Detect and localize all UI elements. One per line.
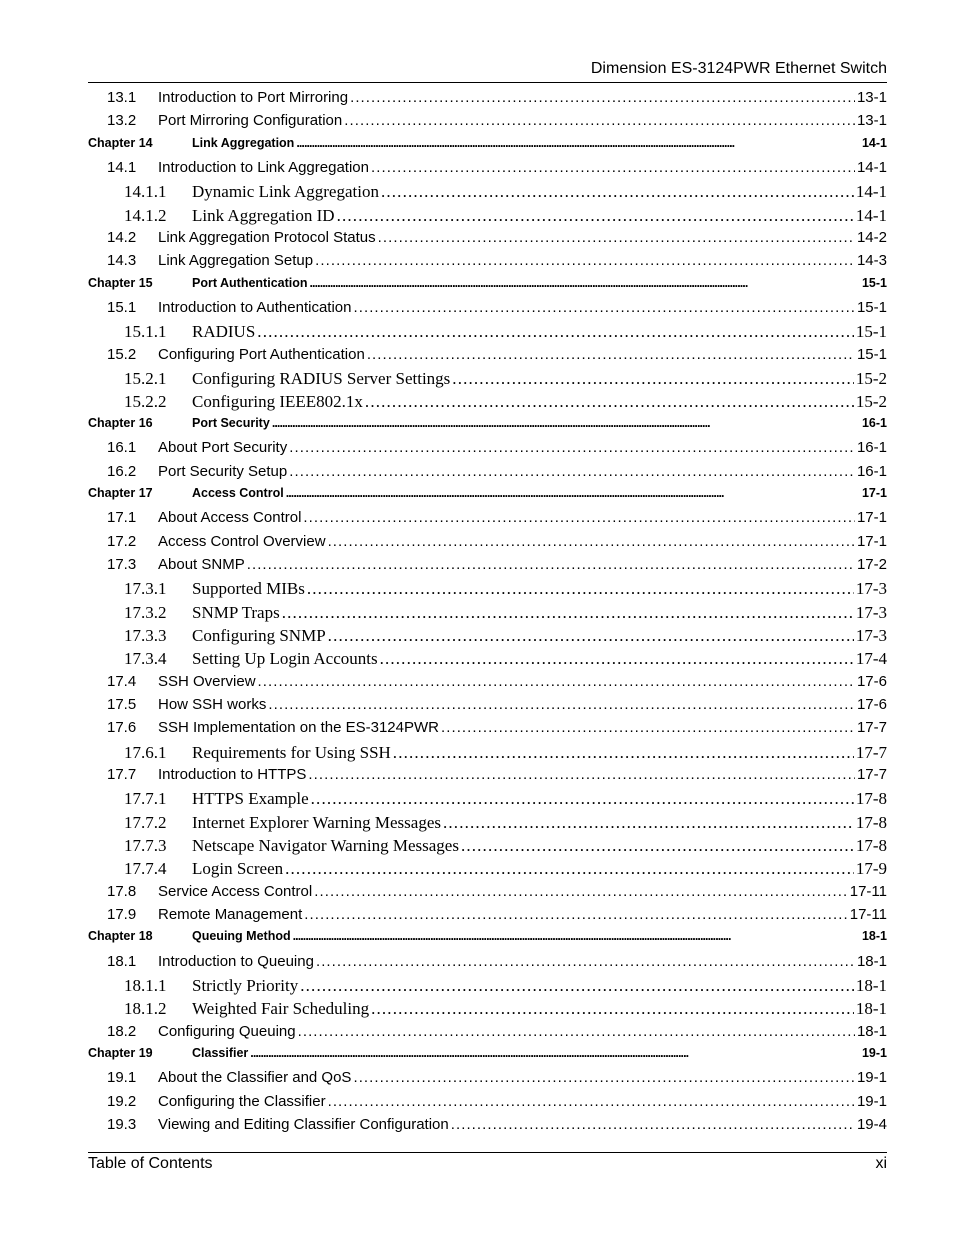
page-number: xi <box>875 1155 887 1172</box>
dot-leader <box>365 392 854 412</box>
toc-entry-number: Chapter 15 <box>88 275 153 290</box>
toc-entry-title: Access Control <box>192 485 284 500</box>
toc-entry-page: 13-1 <box>856 112 887 130</box>
toc-subsection-entry[interactable] <box>88 392 887 415</box>
toc-entry-title: Remote Management <box>158 906 303 924</box>
toc-entry-title: Classifier <box>192 1046 249 1061</box>
toc-section-entry[interactable] <box>88 1093 887 1116</box>
toc-entry-page: 17-9 <box>855 859 887 879</box>
toc-entry-page: 17-3 <box>855 602 887 622</box>
header-title: Dimension ES-3124PWR Ethernet Switch <box>590 60 887 77</box>
dot-leader <box>307 579 854 599</box>
toc-chapter-entry[interactable] <box>88 416 887 439</box>
toc-entry-page: 16-1 <box>861 415 887 430</box>
toc-entry-title: SSH Implementation on the ES-3124PWR <box>158 719 439 737</box>
toc-entry-number: Chapter 19 <box>88 1046 153 1061</box>
dot-leader <box>371 999 854 1019</box>
toc-entry-number: 19.1 <box>107 1069 137 1087</box>
toc-entry-title: Introduction to Queuing <box>158 952 314 970</box>
toc-entry-number: 15.2.2 <box>124 392 167 412</box>
toc-entry-number: 17.3.3 <box>124 625 167 645</box>
toc-entry-number: 19.3 <box>107 1116 137 1134</box>
dot-leader <box>441 719 855 736</box>
toc-chapter-entry[interactable] <box>88 1046 887 1069</box>
dot-leader <box>371 159 855 176</box>
toc-entry-title: SNMP Traps <box>192 602 280 622</box>
toc-entry-number: 18.1.2 <box>124 999 167 1019</box>
toc-entry-page: 17-4 <box>855 649 887 669</box>
toc-entry-title: Link Aggregation Setup <box>158 252 314 270</box>
toc-entry-page: 17-1 <box>856 509 887 527</box>
toc-subsection-entry[interactable] <box>88 603 887 626</box>
toc-section-entry[interactable] <box>88 89 887 112</box>
toc-entry-title: Introduction to HTTPS <box>158 765 307 783</box>
toc-section-entry[interactable] <box>88 252 887 275</box>
dot-leader <box>314 883 848 900</box>
toc-entry-page: 17-11 <box>849 882 887 900</box>
dot-leader <box>300 976 854 996</box>
toc-entry-title: About Access Control <box>158 509 302 527</box>
toc-section-entry[interactable] <box>88 439 887 462</box>
dot-leader <box>285 859 854 879</box>
toc-entry-page: 17-7 <box>856 765 887 783</box>
dot-leader <box>353 1069 855 1086</box>
toc-entry-title: Configuring SNMP <box>192 625 326 645</box>
toc-subsection-entry[interactable] <box>88 322 887 345</box>
toc-section-entry[interactable] <box>88 766 887 789</box>
toc-entry-number: 17.3 <box>107 555 137 573</box>
toc-entry-title: Login Screen <box>192 859 284 879</box>
toc-entry-page: 14-3 <box>856 252 887 270</box>
footer-section-title: Table of Contents <box>88 1155 213 1172</box>
toc-entry-number: 17.3.2 <box>124 602 167 622</box>
toc-entry-number: 14.3 <box>107 252 137 270</box>
toc-section-entry[interactable] <box>88 1069 887 1092</box>
toc-entry-number: 19.2 <box>107 1092 137 1110</box>
toc-entry-title: Port Security Setup <box>158 462 288 480</box>
dot-leader <box>304 906 847 923</box>
toc-entry-title: SSH Overview <box>158 672 256 690</box>
toc-chapter-entry[interactable] <box>88 276 887 299</box>
toc-section-entry[interactable] <box>88 533 887 556</box>
dot-leader <box>316 953 855 970</box>
toc-entry-title: Introduction to Authentication <box>158 299 352 317</box>
toc-entry-title: Requirements for Using SSH <box>192 742 391 762</box>
toc-entry-page: 14-1 <box>855 182 887 202</box>
toc-entry-title: How SSH works <box>158 695 267 713</box>
toc-entry-number: 17.6 <box>107 719 137 737</box>
toc-section-entry[interactable] <box>88 1116 887 1139</box>
toc-entry-title: Netscape Navigator Warning Messages <box>192 836 459 855</box>
toc-entry-number: 14.1 <box>107 159 137 177</box>
toc-section-entry[interactable] <box>88 1023 887 1046</box>
toc-entry-page: 16-1 <box>856 439 887 457</box>
toc-entry-number: 17.7 <box>107 765 137 783</box>
toc-entry-page: 17-1 <box>856 532 887 550</box>
toc-entry-title: Link Aggregation ID <box>192 205 335 225</box>
toc-entry-title: Service Access Control <box>158 882 313 900</box>
toc-entry-title: Configuring the Classifier <box>158 1092 326 1110</box>
dot-leader <box>303 509 855 526</box>
toc-section-entry[interactable] <box>88 556 887 579</box>
toc-entry-page: 14-1 <box>861 135 887 150</box>
dot-leader <box>328 1093 855 1110</box>
toc-subsection-entry[interactable] <box>88 579 887 602</box>
toc-section-entry[interactable] <box>88 112 887 135</box>
dot-leader <box>328 533 855 550</box>
toc-section-entry[interactable] <box>88 229 887 252</box>
toc-entry-page: 14-1 <box>855 205 887 225</box>
toc-entry-title: Configuring Port Authentication <box>158 345 365 363</box>
toc-entry-page: 17-7 <box>856 719 887 737</box>
toc-subsection-entry[interactable] <box>88 999 887 1022</box>
toc-chapter-entry[interactable] <box>88 486 887 509</box>
toc-entry-page: 13-1 <box>856 89 887 106</box>
toc-entry-title: About the Classifier and QoS <box>158 1069 352 1087</box>
toc-entry-title: RADIUS <box>192 322 256 342</box>
toc-subsection-entry[interactable] <box>88 206 887 229</box>
dot-leader <box>443 813 854 833</box>
toc-entry-number: Chapter 18 <box>88 929 153 944</box>
dot-leader <box>311 789 854 809</box>
toc-section-entry[interactable] <box>88 159 887 182</box>
toc-chapter-entry[interactable] <box>88 136 887 159</box>
toc-entry-page: 15-2 <box>855 369 887 389</box>
dot-leader <box>452 369 854 389</box>
toc-entry-number: 14.1.2 <box>124 205 167 225</box>
dot-leader <box>328 626 854 646</box>
toc-section-entry[interactable] <box>88 696 887 719</box>
toc-entry-number: 17.3.4 <box>124 649 167 669</box>
dot-leader <box>293 929 860 943</box>
toc-entry-page: 18-1 <box>855 999 887 1019</box>
table-of-contents <box>88 89 887 1139</box>
toc-entry-number: 17.6.1 <box>124 742 167 762</box>
toc-entry-page: 18-1 <box>861 929 887 944</box>
dot-leader <box>308 766 855 783</box>
toc-entry-number: Chapter 14 <box>88 135 153 150</box>
toc-entry-title: Setting Up Login Accounts <box>192 649 378 669</box>
toc-entry-page: 18-1 <box>856 952 887 970</box>
dot-leader <box>337 206 854 226</box>
toc-entry-page: 15-1 <box>856 299 887 317</box>
dot-leader <box>268 696 855 713</box>
toc-subsection-entry[interactable] <box>88 859 887 882</box>
toc-entry-page: 15-1 <box>856 345 887 363</box>
toc-entry-title: About Port Security <box>158 439 288 457</box>
toc-entry-number: 17.4 <box>107 672 137 690</box>
toc-entry-page: 19-1 <box>861 1046 887 1061</box>
dot-leader <box>298 1023 855 1040</box>
toc-entry-title: Viewing and Editing Classifier Configuration <box>158 1116 449 1134</box>
toc-subsection-entry[interactable] <box>88 813 887 836</box>
toc-subsection-entry[interactable] <box>88 626 887 649</box>
toc-entry-title: Introduction to Link Aggregation <box>158 159 369 177</box>
toc-entry-page: 15-2 <box>855 392 887 412</box>
dot-leader <box>258 673 855 690</box>
dot-leader <box>272 416 860 430</box>
dot-leader <box>286 486 860 500</box>
toc-entry-number: Chapter 17 <box>88 485 153 500</box>
toc-entry-page: 14-1 <box>856 159 887 177</box>
toc-entry-page: 17-6 <box>856 695 887 713</box>
toc-entry-page: 17-6 <box>856 672 887 690</box>
toc-entry-title: Configuring Queuing <box>158 1022 296 1040</box>
dot-leader <box>289 463 855 480</box>
toc-section-entry[interactable] <box>88 883 887 906</box>
toc-section-entry[interactable] <box>88 299 887 322</box>
toc-entry-number: 18.1 <box>107 952 137 970</box>
toc-subsection-entry[interactable] <box>88 649 887 672</box>
toc-entry-number: 15.1 <box>107 299 137 317</box>
toc-entry-title: Introduction to Port Mirroring <box>158 89 349 106</box>
toc-subsection-entry[interactable] <box>88 743 887 766</box>
dot-leader <box>310 276 860 290</box>
toc-entry-number: 13.2 <box>107 112 137 130</box>
toc-entry-page: 17-11 <box>849 906 887 924</box>
toc-subsection-entry[interactable] <box>88 182 887 205</box>
toc-entry-title: Port Security <box>192 415 270 430</box>
toc-subsection-entry[interactable] <box>88 789 887 812</box>
toc-entry-page: 15-1 <box>861 275 887 290</box>
toc-entry-page: 17-1 <box>861 485 887 500</box>
toc-entry-number: 15.1.1 <box>124 322 167 342</box>
toc-entry-page: 15-1 <box>855 322 887 342</box>
dot-leader <box>353 299 854 316</box>
dot-leader <box>461 836 854 856</box>
toc-entry-page: 19-1 <box>856 1092 887 1110</box>
toc-entry-number: 18.2 <box>107 1022 137 1040</box>
toc-entry-number: 17.1 <box>107 509 137 527</box>
toc-entry-title: Supported MIBs <box>192 579 305 599</box>
toc-section-entry[interactable] <box>88 346 887 369</box>
toc-entry-number: 17.8 <box>107 882 137 900</box>
toc-entry-number: 17.2 <box>107 532 137 550</box>
toc-section-entry[interactable] <box>88 953 887 976</box>
toc-entry-title: Internet Explorer Warning Messages <box>192 812 441 832</box>
toc-entry-title: Weighted Fair Scheduling <box>192 999 370 1019</box>
toc-entry-number: 18.1.1 <box>124 976 167 996</box>
toc-entry-number: 17.5 <box>107 695 137 713</box>
toc-entry-page: 17-8 <box>855 789 887 809</box>
toc-entry-page: 17-3 <box>855 625 887 645</box>
toc-entry-number: 17.7.1 <box>124 789 167 809</box>
toc-section-entry[interactable] <box>88 509 887 532</box>
toc-entry-number: 14.1.1 <box>124 182 167 202</box>
toc-section-entry[interactable] <box>88 673 887 696</box>
toc-entry-page: 17-8 <box>855 836 887 855</box>
toc-entry-number: 17.7.2 <box>124 812 167 832</box>
toc-entry-number: 13.1 <box>107 89 137 106</box>
dot-leader <box>247 556 855 573</box>
toc-entry-title: Dynamic Link Aggregation <box>192 182 379 202</box>
toc-entry-title: Link Aggregation Protocol Status <box>158 229 376 247</box>
toc-entry-title: About SNMP <box>158 555 245 573</box>
toc-entry-page: 18-1 <box>855 976 887 996</box>
toc-entry-number: 15.2.1 <box>124 369 167 389</box>
toc-entry-title: Port Mirroring Configuration <box>158 112 343 130</box>
toc-chapter-entry[interactable] <box>88 929 887 952</box>
toc-entry-title: Configuring IEEE802.1x <box>192 392 363 412</box>
toc-section-entry[interactable] <box>88 463 887 486</box>
toc-entry-page: 18-1 <box>856 1022 887 1040</box>
toc-entry-number: 16.2 <box>107 462 137 480</box>
toc-entry-title: Configuring RADIUS Server Settings <box>192 369 451 389</box>
toc-entry-page: 19-1 <box>856 1069 887 1087</box>
toc-entry-page: 17-8 <box>855 812 887 832</box>
dot-leader <box>380 649 854 669</box>
toc-entry-title: Queuing Method <box>192 929 291 944</box>
toc-entry-title: Link Aggregation <box>192 135 295 150</box>
toc-entry-number: Chapter 16 <box>88 415 153 430</box>
toc-entry-page: 17-2 <box>856 555 887 573</box>
page-footer <box>88 1152 887 1175</box>
dot-leader <box>451 1116 855 1133</box>
toc-entry-number: 16.1 <box>107 439 137 457</box>
toc-entry-title: Port Authentication <box>192 275 308 290</box>
dot-leader <box>344 112 855 129</box>
dot-leader <box>257 322 854 342</box>
dot-leader <box>393 743 854 763</box>
dot-leader <box>289 439 855 456</box>
dot-leader <box>296 136 860 150</box>
toc-section-entry[interactable] <box>88 719 887 742</box>
page-header <box>88 58 887 83</box>
toc-entry-number: 17.7.3 <box>124 836 167 855</box>
toc-entry-number: 17.7.4 <box>124 859 167 879</box>
toc-entry-number: 17.3.1 <box>124 579 167 599</box>
toc-entry-number: 17.9 <box>107 906 137 924</box>
toc-entry-page: 14-2 <box>856 229 887 247</box>
dot-leader <box>282 603 854 623</box>
toc-subsection-entry[interactable] <box>88 369 887 392</box>
toc-entry-title: Strictly Priority <box>192 976 299 996</box>
toc-entry-number: 15.2 <box>107 345 137 363</box>
toc-entry-page: 17-7 <box>855 742 887 762</box>
toc-entry-title: Access Control Overview <box>158 532 326 550</box>
toc-subsection-entry[interactable] <box>88 836 887 859</box>
dot-leader <box>378 229 855 246</box>
toc-entry-page: 19-4 <box>856 1116 887 1134</box>
toc-entry-page: 16-1 <box>856 462 887 480</box>
dot-leader <box>381 182 854 202</box>
toc-entry-number: 14.2 <box>107 229 137 247</box>
dot-leader <box>350 89 855 106</box>
dot-leader <box>315 252 855 269</box>
toc-entry-page: 17-3 <box>855 579 887 599</box>
dot-leader <box>250 1046 860 1060</box>
toc-entry-title: HTTPS Example <box>192 789 309 809</box>
toc-subsection-entry[interactable] <box>88 976 887 999</box>
toc-section-entry[interactable] <box>88 906 887 929</box>
dot-leader <box>367 346 855 363</box>
